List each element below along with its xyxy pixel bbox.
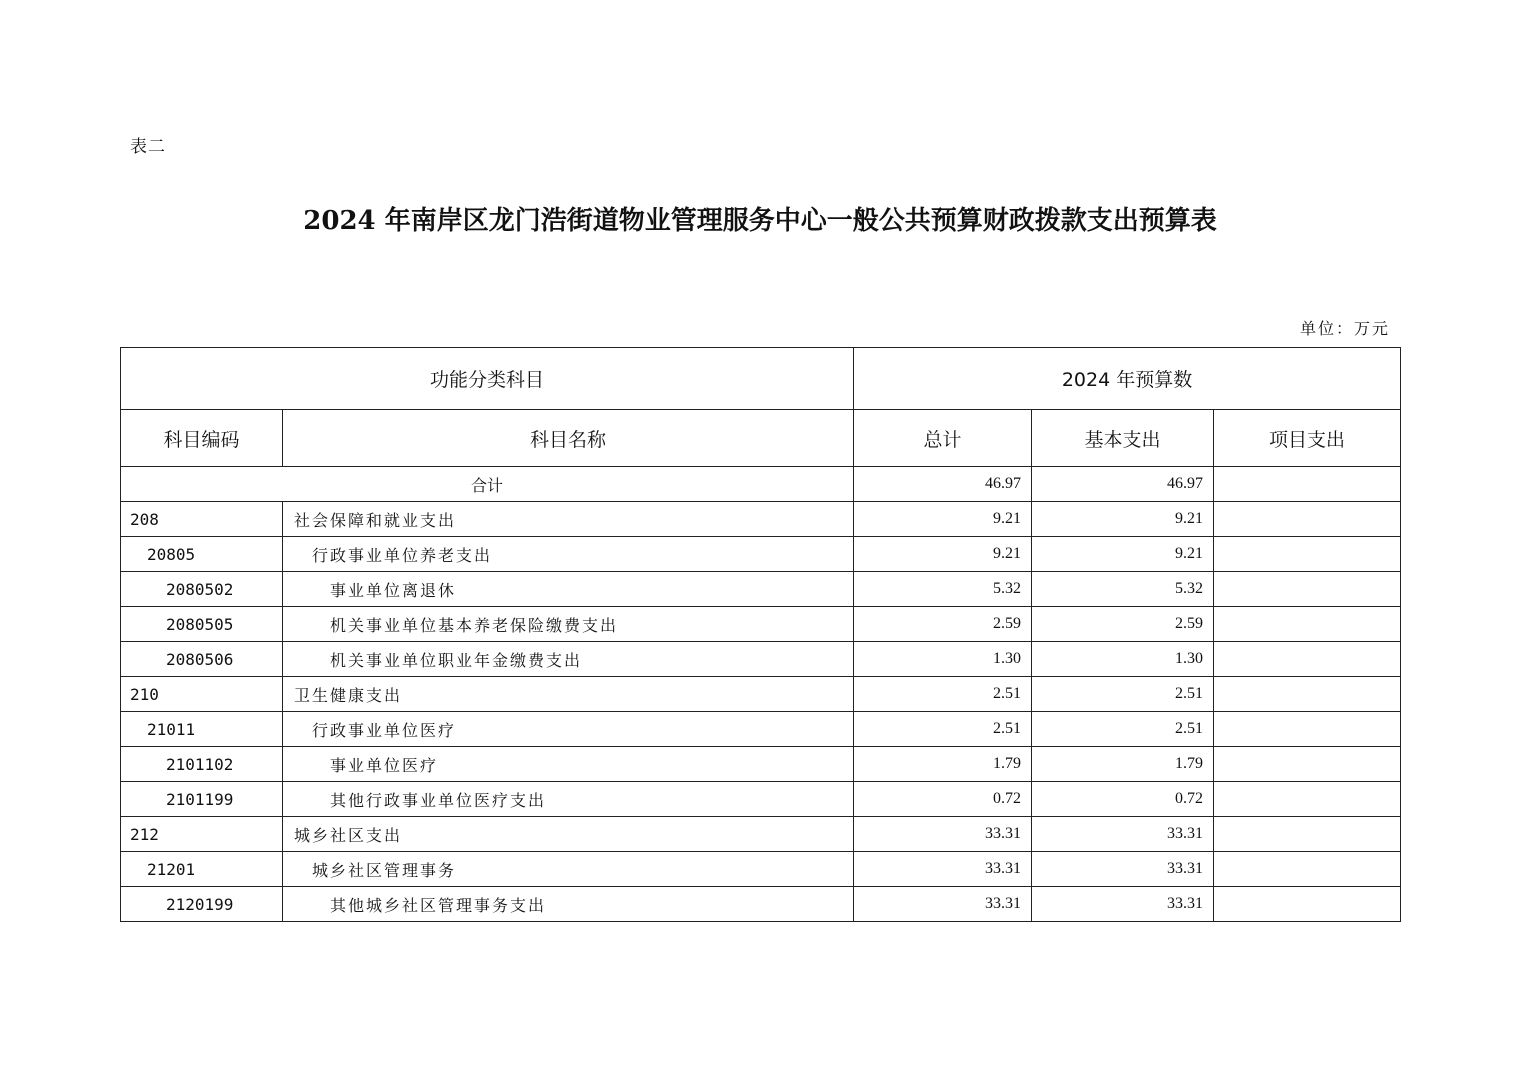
row-name: 城乡社区管理事务 — [283, 852, 854, 887]
row-basic: 2.51 — [1032, 712, 1214, 747]
table-number: 表二 — [130, 137, 166, 157]
row-basic: 33.31 — [1032, 852, 1214, 887]
row-name: 机关事业单位基本养老保险缴费支出 — [283, 607, 854, 642]
row-project — [1214, 887, 1401, 922]
row-code: 208 — [121, 502, 283, 537]
row-basic: 2.59 — [1032, 607, 1214, 642]
row-code: 210 — [121, 677, 283, 712]
table-row — [121, 817, 1401, 852]
table-row — [121, 852, 1401, 887]
row-name: 事业单位离退休 — [283, 572, 854, 607]
row-project — [1214, 677, 1401, 712]
header-total: 总计 — [854, 410, 1032, 467]
row-total: 2.51 — [854, 677, 1032, 712]
row-total: 9.21 — [854, 537, 1032, 572]
row-code: 21201 — [121, 852, 283, 887]
row-name: 机关事业单位职业年金缴费支出 — [283, 642, 854, 677]
budget-table — [120, 347, 1401, 922]
row-basic: 2.51 — [1032, 677, 1214, 712]
row-basic: 0.72 — [1032, 782, 1214, 817]
header-row-columns — [121, 410, 1401, 467]
row-name: 行政事业单位养老支出 — [283, 537, 854, 572]
row-code: 2120199 — [121, 887, 283, 922]
row-basic: 33.31 — [1032, 887, 1214, 922]
total-label: 合计 — [121, 467, 854, 502]
header-functional-classification: 功能分类科目 — [121, 348, 854, 410]
header-basic: 基本支出 — [1032, 410, 1214, 467]
row-project — [1214, 782, 1401, 817]
row-total: 2.59 — [854, 607, 1032, 642]
row-name: 社会保障和就业支出 — [283, 502, 854, 537]
header-budget-2024: 2024 年预算数 — [854, 348, 1401, 410]
row-total: 1.79 — [854, 747, 1032, 782]
row-code: 2080505 — [121, 607, 283, 642]
row-name: 其他城乡社区管理事务支出 — [283, 887, 854, 922]
total-row — [121, 467, 1401, 502]
table-row — [121, 747, 1401, 782]
row-code: 2101102 — [121, 747, 283, 782]
row-project — [1214, 537, 1401, 572]
row-project — [1214, 817, 1401, 852]
row-project — [1214, 502, 1401, 537]
table-row — [121, 887, 1401, 922]
total-project — [1214, 467, 1401, 502]
total-sum: 46.97 — [854, 467, 1032, 502]
row-name: 城乡社区支出 — [283, 817, 854, 852]
row-name: 其他行政事业单位医疗支出 — [283, 782, 854, 817]
header-project: 项目支出 — [1214, 410, 1401, 467]
row-basic: 9.21 — [1032, 537, 1214, 572]
row-project — [1214, 852, 1401, 887]
row-total: 9.21 — [854, 502, 1032, 537]
row-code: 2080506 — [121, 642, 283, 677]
row-basic: 33.31 — [1032, 817, 1214, 852]
row-total: 5.32 — [854, 572, 1032, 607]
row-name: 事业单位医疗 — [283, 747, 854, 782]
header-row-group — [121, 348, 1401, 410]
header-name: 科目名称 — [283, 410, 854, 467]
table-row — [121, 572, 1401, 607]
row-name: 卫生健康支出 — [283, 677, 854, 712]
table-row — [121, 537, 1401, 572]
document-title: 2024 年南岸区龙门浩街道物业管理服务中心一般公共预算财政拨款支出预算表 — [303, 206, 1217, 236]
table-row — [121, 677, 1401, 712]
row-project — [1214, 572, 1401, 607]
row-total: 1.30 — [854, 642, 1032, 677]
table-row — [121, 782, 1401, 817]
row-project — [1214, 607, 1401, 642]
row-total: 33.31 — [854, 887, 1032, 922]
row-basic: 9.21 — [1032, 502, 1214, 537]
row-project — [1214, 747, 1401, 782]
row-code: 212 — [121, 817, 283, 852]
total-basic: 46.97 — [1032, 467, 1214, 502]
row-basic: 5.32 — [1032, 572, 1214, 607]
row-code: 20805 — [121, 537, 283, 572]
unit-label: 单位：万元 — [1300, 319, 1391, 338]
row-total: 33.31 — [854, 852, 1032, 887]
table-row — [121, 642, 1401, 677]
row-project — [1214, 642, 1401, 677]
row-basic: 1.79 — [1032, 747, 1214, 782]
table-row — [121, 712, 1401, 747]
header-code: 科目编码 — [121, 410, 283, 467]
row-total: 33.31 — [854, 817, 1032, 852]
row-project — [1214, 712, 1401, 747]
row-total: 2.51 — [854, 712, 1032, 747]
table-row — [121, 502, 1401, 537]
row-basic: 1.30 — [1032, 642, 1214, 677]
row-code: 2080502 — [121, 572, 283, 607]
row-code: 21011 — [121, 712, 283, 747]
row-name: 行政事业单位医疗 — [283, 712, 854, 747]
table-row — [121, 607, 1401, 642]
row-total: 0.72 — [854, 782, 1032, 817]
row-code: 2101199 — [121, 782, 283, 817]
